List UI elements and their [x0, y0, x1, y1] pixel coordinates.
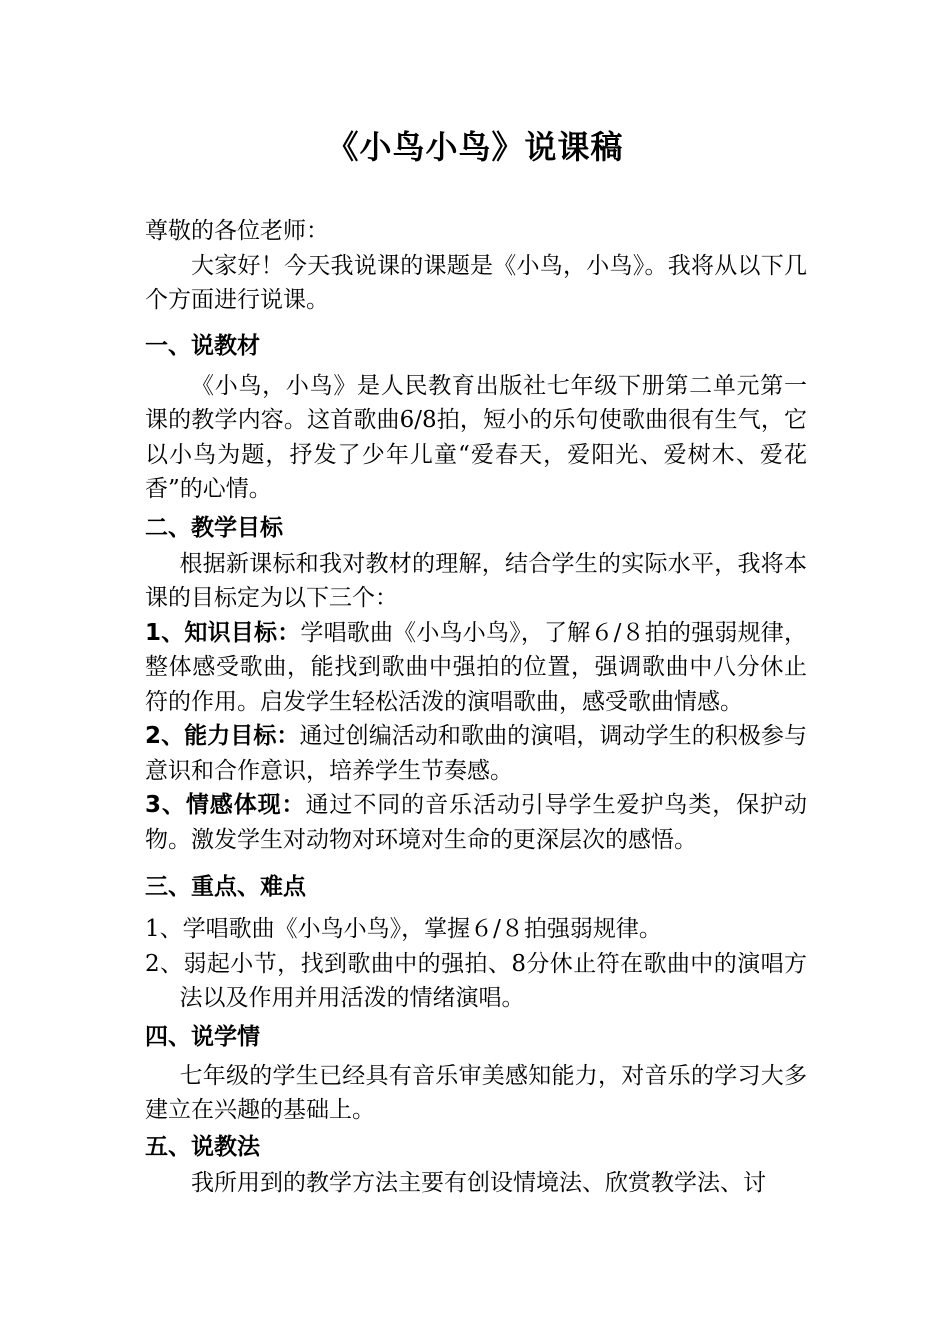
- goal-item: [145, 719, 807, 788]
- section-heading-teaching-goals: 二、教学目标: [145, 514, 283, 541]
- page-title: 《小鸟小鸟》说课稿: [326, 128, 624, 166]
- section-heading-key-points: 三、重点、难点: [145, 874, 306, 900]
- teaching-material-paragraph: 《小鸟，小鸟》是人民教育出版社七年级下册第二单元第一课的教学内容。这首歌曲6/8拍，短小的乐句使歌曲很有生气，它以小鸟为题，抒发了少年儿童“爱春天，爱阳光、爱树木、爱花香”的心情。: [145, 372, 807, 502]
- section-heading-student-analysis: 四、说学情: [145, 1023, 260, 1050]
- document-body: [145, 214, 807, 1200]
- section-heading-teaching-material: 一、说教材: [145, 332, 260, 359]
- goal-item: [145, 788, 807, 857]
- goal-label: 2、能力目标：: [145, 723, 300, 749]
- teaching-goals-paragraph: 根据新课标和我对教材的理解，结合学生的实际水平，我将本课的目标定为以下三个：: [145, 550, 807, 611]
- goal-item: [145, 616, 807, 720]
- goal-label: 3、情感体现：: [145, 792, 306, 818]
- goal-text: 通过不同的音乐活动引导学生爱护鸟类，保护动物。激发学生对动物对环境对生命的更深层次的感悟。: [145, 792, 807, 853]
- section-heading-teaching-methods: 五、说教法: [145, 1133, 260, 1160]
- key-point-item: 2、弱起小节，找到歌曲中的强拍、8分休止符在歌曲中的演唱方法以及作用并用活泼的情绪演唱。: [145, 950, 807, 1011]
- goal-text: 学唱歌曲《小鸟小鸟》，了解６/８拍的强弱规律，整体感受歌曲，能找到歌曲中强拍的位置，强调歌曲中八分休止符的作用。启发学生轻松活泼的演唱歌曲，感受歌曲情感。: [145, 619, 807, 715]
- key-point-item: 1、学唱歌曲《小鸟小鸟》，掌握６/８拍强弱规律。: [145, 916, 662, 942]
- goal-label: 1、知识目标：: [145, 619, 301, 646]
- greeting: 尊敬的各位老师：: [145, 218, 329, 244]
- goal-text: 通过创编活动和歌曲的演唱，调动学生的积极参与意识和合作意识，培养学生节奏感。: [145, 723, 807, 784]
- intro-paragraph: 大家好！今天我说课的课题是《小鸟，小鸟》。我将从以下几个方面进行说课。: [145, 252, 807, 313]
- teaching-methods-paragraph: 我所用到的教学方法主要有创设情境法、欣赏教学法、讨: [191, 1169, 766, 1196]
- student-analysis-paragraph: 七年级的学生已经具有音乐审美感知能力，对音乐的学习大多建立在兴趣的基础上。: [145, 1062, 807, 1123]
